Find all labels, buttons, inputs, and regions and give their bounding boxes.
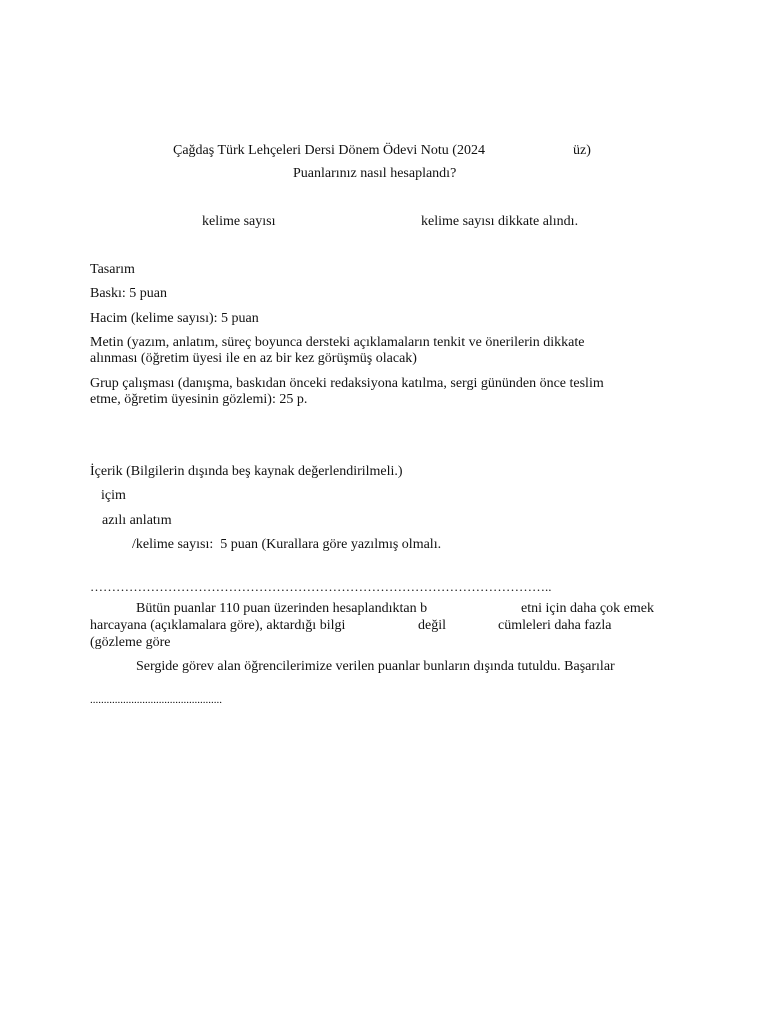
document-title-tail: üz) — [573, 143, 591, 158]
design-volume: Hacim (kelime sayısı): 5 puan — [90, 311, 259, 326]
design-text-line1: Metin (yazım, anlatım, süreç boyunca dersteki açıklamaların tenkit ve önerilerin dikkate — [90, 335, 585, 350]
document-subtitle: Puanlarınız nasıl hesaplandı? — [293, 166, 457, 181]
summary-line2-b: değil — [418, 618, 446, 633]
content-heading: İçerik (Bilgilerin dışında beş kaynak değerlendirilmeli.) — [90, 464, 403, 479]
summary-line4: Sergide görev alan öğrencilerimize verilen puanlar bunların dışında tutuldu. Başarılar — [136, 659, 615, 674]
content-item-1: içim — [101, 488, 126, 503]
word-count-right: kelime sayısı dikkate alındı. — [421, 214, 579, 229]
separator-dots-1: …………………………………………………………………………………………….. — [90, 579, 552, 594]
content-item-2: azılı anlatım — [102, 513, 172, 528]
summary-line3: (gözleme göre — [90, 635, 171, 650]
word-count-left: kelime sayısı — [202, 214, 276, 229]
separator-dots-2: ................................................ — [90, 694, 222, 706]
document-title: Çağdaş Türk Lehçeleri Dersi Dönem Ödevi Notu (2024 — [173, 143, 485, 158]
design-heading: Tasarım — [90, 262, 135, 277]
design-print: Baskı: 5 puan — [90, 286, 167, 301]
summary-line2-a: harcayana (açıklamalara göre), aktardığı bilgi — [90, 618, 346, 633]
content-item-3: /kelime sayısı: 5 puan (Kurallara göre yazılmış olmalı. — [132, 537, 442, 552]
design-group-line2: etme, öğretim üyesinin gözlemi): 25 p. — [90, 392, 308, 407]
design-group-line1: Grup çalışması (danışma, baskıdan önceki redaksiyona katılma, sergi gününden önce teslim — [90, 376, 604, 391]
design-text-line2: alınması (öğretim üyesi ile en az bir kez görüşmüş olacak) — [90, 351, 417, 366]
summary-line2-c: cümleleri daha fazla — [498, 618, 612, 633]
summary-line1-b: etni için daha çok emek — [521, 601, 654, 616]
summary-line1-a: Bütün puanlar 110 puan üzerinden hesaplandıktan b — [136, 601, 428, 616]
